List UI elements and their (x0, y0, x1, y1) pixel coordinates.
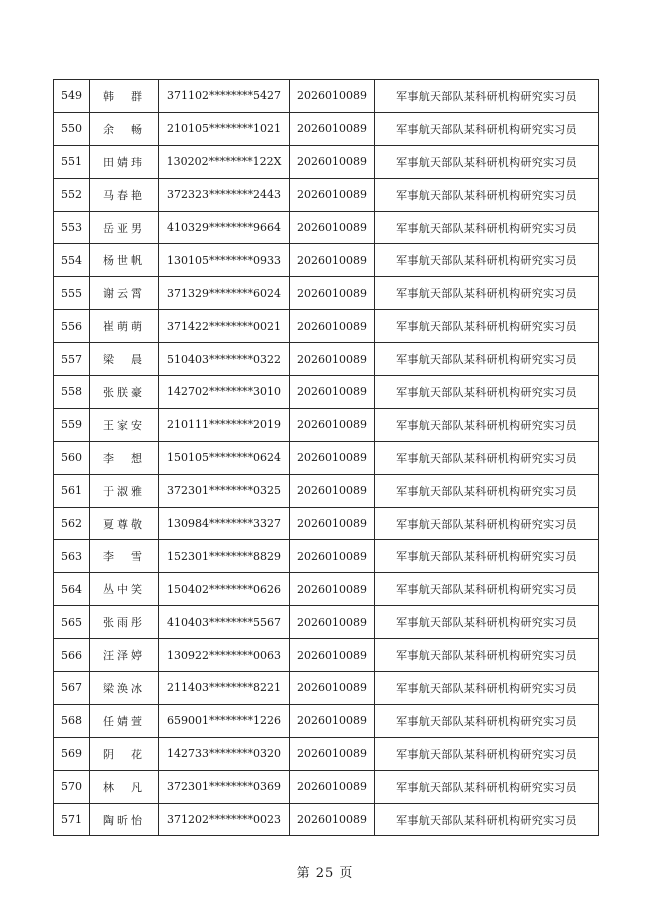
table-row (54, 112, 599, 145)
position-code-cell: 2026010089 (290, 639, 375, 672)
table-row (54, 737, 599, 770)
id-number-cell: 150402********0626 (159, 573, 290, 606)
name-cell: 韩 群 (90, 80, 159, 113)
table-row (54, 606, 599, 639)
row-number-cell: 562 (54, 507, 90, 540)
id-number-cell: 372301********0325 (159, 474, 290, 507)
row-number-cell: 560 (54, 441, 90, 474)
table-row (54, 211, 599, 244)
name-cell: 谢云霄 (90, 277, 159, 310)
row-number-cell: 567 (54, 672, 90, 705)
position-title-cell: 军事航天部队某科研机构研究实习员 (375, 80, 599, 113)
position-title-cell: 军事航天部队某科研机构研究实习员 (375, 310, 599, 343)
position-code-cell: 2026010089 (290, 704, 375, 737)
row-number-cell: 563 (54, 540, 90, 573)
position-title-cell: 军事航天部队某科研机构研究实习员 (375, 178, 599, 211)
name-cell: 张朕豪 (90, 376, 159, 409)
page-number: 第 25 页 (296, 866, 354, 881)
name-cell: 任婧萱 (90, 704, 159, 737)
position-code-cell: 2026010089 (290, 112, 375, 145)
name-cell: 余 畅 (90, 112, 159, 145)
table-row (54, 507, 599, 540)
position-code-cell: 2026010089 (290, 441, 375, 474)
table-row (54, 672, 599, 705)
row-number-cell: 549 (54, 80, 90, 113)
name-cell: 林 凡 (90, 770, 159, 803)
table-row (54, 803, 599, 836)
name-cell: 梁 晨 (90, 343, 159, 376)
id-number-cell: 142702********3010 (159, 376, 290, 409)
position-title-cell: 军事航天部队某科研机构研究实习员 (375, 573, 599, 606)
name-cell: 崔萌萌 (90, 310, 159, 343)
id-number-cell: 130984********3327 (159, 507, 290, 540)
position-title-cell: 军事航天部队某科研机构研究实习员 (375, 112, 599, 145)
table-row (54, 704, 599, 737)
row-number-cell: 569 (54, 737, 90, 770)
name-cell: 汪泽婷 (90, 639, 159, 672)
position-code-cell: 2026010089 (290, 145, 375, 178)
id-number-cell: 659001********1226 (159, 704, 290, 737)
position-title-cell: 军事航天部队某科研机构研究实习员 (375, 507, 599, 540)
position-code-cell: 2026010089 (290, 507, 375, 540)
row-number-cell: 568 (54, 704, 90, 737)
row-number-cell: 551 (54, 145, 90, 178)
row-number-cell: 550 (54, 112, 90, 145)
row-number-cell: 557 (54, 343, 90, 376)
name-cell: 李 想 (90, 441, 159, 474)
position-code-cell: 2026010089 (290, 803, 375, 836)
table-row (54, 474, 599, 507)
row-number-cell: 565 (54, 606, 90, 639)
position-title-cell: 军事航天部队某科研机构研究实习员 (375, 145, 599, 178)
name-cell: 田婧玮 (90, 145, 159, 178)
id-number-cell: 130105********0933 (159, 244, 290, 277)
name-cell: 马春艳 (90, 178, 159, 211)
table-row (54, 145, 599, 178)
row-number-cell: 570 (54, 770, 90, 803)
position-title-cell: 军事航天部队某科研机构研究实习员 (375, 639, 599, 672)
row-number-cell: 564 (54, 573, 90, 606)
id-number-cell: 371202********0023 (159, 803, 290, 836)
table-row (54, 343, 599, 376)
table-row (54, 376, 599, 409)
position-code-cell: 2026010089 (290, 178, 375, 211)
name-cell: 张雨彤 (90, 606, 159, 639)
name-cell: 夏尊敬 (90, 507, 159, 540)
name-cell: 陶昕怡 (90, 803, 159, 836)
position-title-cell: 军事航天部队某科研机构研究实习员 (375, 474, 599, 507)
position-title-cell: 军事航天部队某科研机构研究实习员 (375, 770, 599, 803)
name-cell: 于淑雅 (90, 474, 159, 507)
position-code-cell: 2026010089 (290, 672, 375, 705)
name-cell: 梁涣冰 (90, 672, 159, 705)
id-number-cell: 142733********0320 (159, 737, 290, 770)
id-number-cell: 371102********5427 (159, 80, 290, 113)
roster-body (54, 80, 599, 836)
id-number-cell: 130922********0063 (159, 639, 290, 672)
position-title-cell: 军事航天部队某科研机构研究实习员 (375, 376, 599, 409)
table-row (54, 441, 599, 474)
id-number-cell: 152301********8829 (159, 540, 290, 573)
position-code-cell: 2026010089 (290, 770, 375, 803)
id-number-cell: 371422********0021 (159, 310, 290, 343)
table-row (54, 639, 599, 672)
id-number-cell: 372301********0369 (159, 770, 290, 803)
table-row (54, 540, 599, 573)
row-number-cell: 559 (54, 408, 90, 441)
row-number-cell: 571 (54, 803, 90, 836)
position-title-cell: 军事航天部队某科研机构研究实习员 (375, 540, 599, 573)
position-code-cell: 2026010089 (290, 474, 375, 507)
position-title-cell: 军事航天部队某科研机构研究实习员 (375, 704, 599, 737)
table-row (54, 277, 599, 310)
position-title-cell: 军事航天部队某科研机构研究实习员 (375, 244, 599, 277)
position-title-cell: 军事航天部队某科研机构研究实习员 (375, 441, 599, 474)
name-cell: 杨世帆 (90, 244, 159, 277)
position-title-cell: 军事航天部队某科研机构研究实习员 (375, 803, 599, 836)
row-number-cell: 554 (54, 244, 90, 277)
position-title-cell: 军事航天部队某科研机构研究实习员 (375, 408, 599, 441)
row-number-cell: 561 (54, 474, 90, 507)
table-row (54, 178, 599, 211)
id-number-cell: 130202********122X (159, 145, 290, 178)
id-number-cell: 211403********8221 (159, 672, 290, 705)
id-number-cell: 210105********1021 (159, 112, 290, 145)
row-number-cell: 555 (54, 277, 90, 310)
name-cell: 岳亚男 (90, 211, 159, 244)
position-title-cell: 军事航天部队某科研机构研究实习员 (375, 672, 599, 705)
name-cell: 丛中笑 (90, 573, 159, 606)
position-code-cell: 2026010089 (290, 277, 375, 310)
position-title-cell: 军事航天部队某科研机构研究实习员 (375, 277, 599, 310)
row-number-cell: 552 (54, 178, 90, 211)
position-title-cell: 军事航天部队某科研机构研究实习员 (375, 211, 599, 244)
position-code-cell: 2026010089 (290, 573, 375, 606)
name-cell: 李 雪 (90, 540, 159, 573)
id-number-cell: 210111********2019 (159, 408, 290, 441)
table-row (54, 80, 599, 113)
position-code-cell: 2026010089 (290, 606, 375, 639)
position-title-cell: 军事航天部队某科研机构研究实习员 (375, 606, 599, 639)
name-cell: 王家安 (90, 408, 159, 441)
row-number-cell: 566 (54, 639, 90, 672)
table-row (54, 408, 599, 441)
position-code-cell: 2026010089 (290, 737, 375, 770)
table-row (54, 770, 599, 803)
table-row (54, 244, 599, 277)
position-code-cell: 2026010089 (290, 211, 375, 244)
position-code-cell: 2026010089 (290, 408, 375, 441)
id-number-cell: 150105********0624 (159, 441, 290, 474)
id-number-cell: 410329********9664 (159, 211, 290, 244)
position-title-cell: 军事航天部队某科研机构研究实习员 (375, 737, 599, 770)
position-code-cell: 2026010089 (290, 540, 375, 573)
position-code-cell: 2026010089 (290, 244, 375, 277)
row-number-cell: 556 (54, 310, 90, 343)
id-number-cell: 372323********2443 (159, 178, 290, 211)
table-row (54, 310, 599, 343)
row-number-cell: 558 (54, 376, 90, 409)
id-number-cell: 371329********6024 (159, 277, 290, 310)
row-number-cell: 553 (54, 211, 90, 244)
position-code-cell: 2026010089 (290, 343, 375, 376)
roster-table (53, 79, 599, 836)
position-title-cell: 军事航天部队某科研机构研究实习员 (375, 343, 599, 376)
id-number-cell: 410403********5567 (159, 606, 290, 639)
position-code-cell: 2026010089 (290, 80, 375, 113)
name-cell: 阴 花 (90, 737, 159, 770)
position-code-cell: 2026010089 (290, 376, 375, 409)
table-row (54, 573, 599, 606)
id-number-cell: 510403********0322 (159, 343, 290, 376)
position-code-cell: 2026010089 (290, 310, 375, 343)
